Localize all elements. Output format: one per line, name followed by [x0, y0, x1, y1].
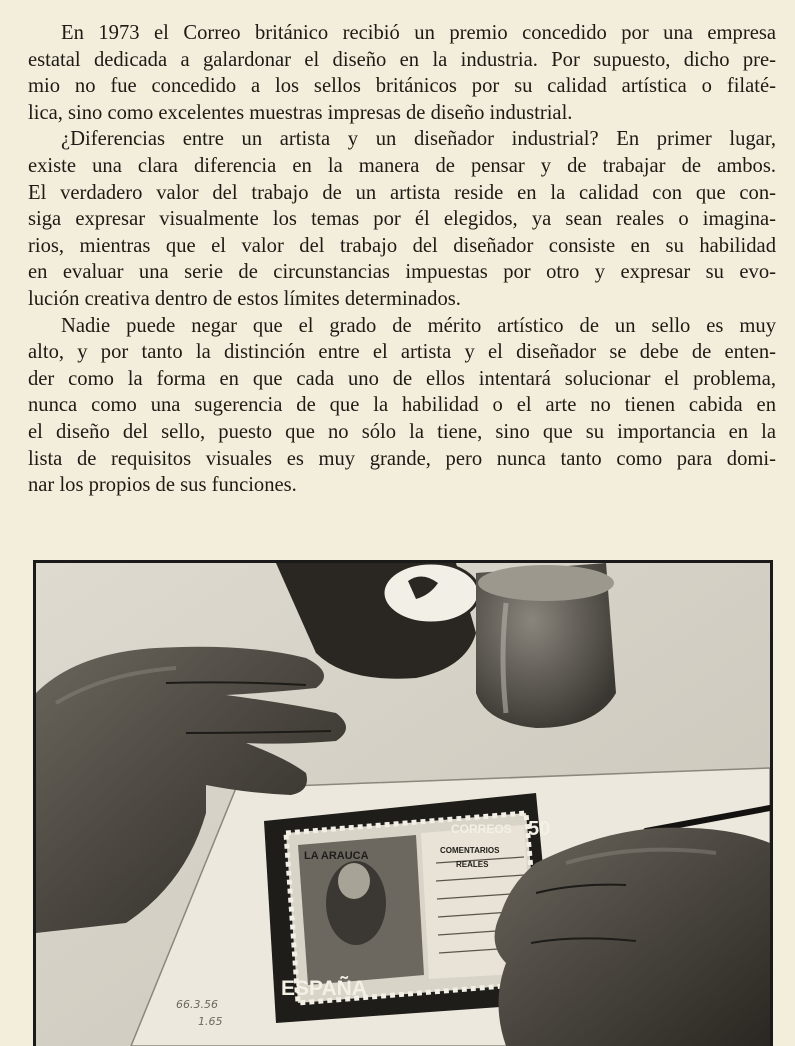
stamp-country: ESPAÑA	[281, 977, 367, 1000]
stamp-value: 50	[528, 818, 551, 840]
text-line: siga expresar visualmente los temas por él elegidos, ya sean reales o imagina-	[28, 208, 776, 231]
pencil-note: 1.65	[198, 1015, 223, 1028]
text-line: lista de requisitos visuales es muy grande, pero nunca tanto como para domi-	[28, 447, 776, 470]
text-line: der como la forma en que cada uno de ellos intentará solucionar el problema,	[28, 367, 776, 390]
paragraph-1	[28, 20, 776, 126]
paragraph-2	[28, 126, 776, 312]
text-line: nunca como una sugerencia de que la habilidad o el arte no tienen cabida en	[28, 394, 776, 417]
text-line: rios, mientras que el valor del trabajo del diseñador consiste en su habilidad	[28, 234, 776, 257]
stamp-text-subtitle: REALES	[456, 860, 489, 869]
text-line: El verdadero valor del trabajo de un artista reside en la calidad con que con-	[28, 181, 776, 204]
text-line: Nadie puede negar que el grado de mérito artístico de un sello es muy	[61, 314, 776, 337]
photo-figure	[33, 560, 773, 1046]
text-line: nar los propios de sus funciones.	[28, 474, 297, 497]
text-line: estatal dedicada a galardonar el diseño en la industria. Por supuesto, dicho pre-	[28, 48, 776, 71]
text-line: En 1973 el Correo británico recibió un premio concedido por una empresa	[61, 22, 776, 44]
text-line: el diseño del sello, puesto que no sólo la tiene, sino que su importancia en la	[28, 420, 776, 443]
text-line: ¿Diferencias entre un artista y un diseñador industrial? En primer lugar,	[61, 128, 776, 151]
photo-illustration	[36, 563, 770, 1046]
body-text	[28, 20, 776, 499]
stamp-text-title: COMENTARIOS	[440, 846, 500, 855]
text-line: mio no fue concedido a los sellos británicos por su calidad artística o filaté-	[28, 75, 776, 98]
text-line: lica, sino como excelentes muestras impresas de diseño industrial.	[28, 101, 573, 124]
paragraph-3	[28, 313, 776, 499]
text-line: en evaluar una serie de circunstancias impuestas por otro y expresar su evo-	[28, 261, 776, 284]
text-line: alto, y por tanto la distinción entre el artista y el diseñador se debe de enten-	[28, 341, 776, 364]
stamp-service: CORREOS	[451, 822, 512, 836]
text-line: lución creativa dentro de estos límites determinados.	[28, 287, 461, 310]
stamp-header: LA ARAUCA	[304, 850, 369, 862]
pencil-note: 66.3.56	[176, 998, 218, 1011]
text-line: existe una clara diferencia en la manera de pensar y de trabajar de ambos.	[28, 154, 776, 177]
glass-jar	[476, 563, 616, 728]
